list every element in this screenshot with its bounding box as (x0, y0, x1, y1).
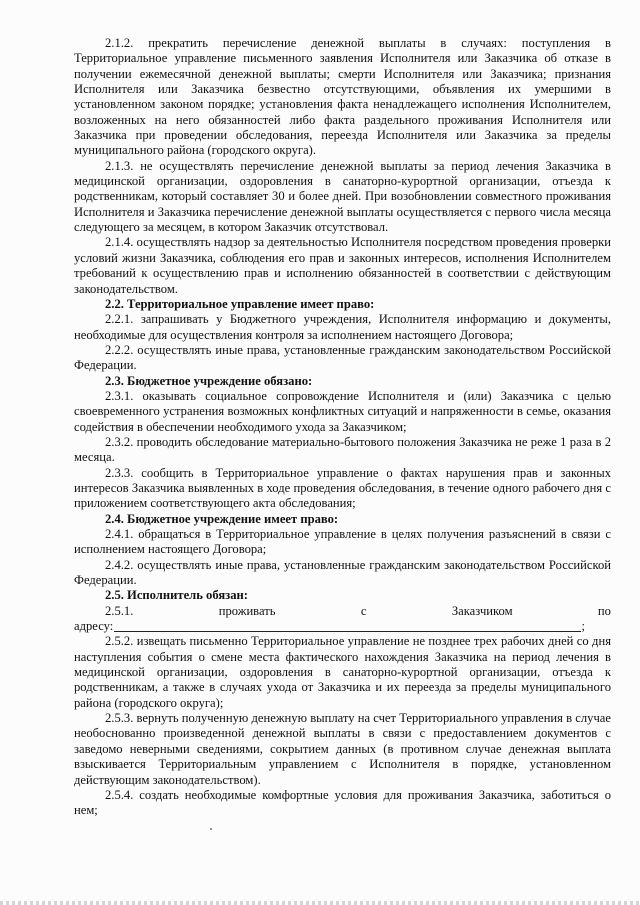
clause-2-5-1-number: 2.5.1. (105, 603, 134, 618)
clause-2-5-1-line1 (74, 604, 611, 619)
clause-2-5-2: 2.5.2. извещать письменно Территориальное управление не позднее трех рабочих дней со дня наступления события о смене места фактического нахождения Заказчика на период лечения в медицинской организации, оздоровления в санаторно-курортной организации, отъезда к родственникам, а также в случаях ухода от Заказчика и их переезда за пределы муниципального района (городского округа); (74, 634, 611, 710)
clause-2-1-3: 2.1.3. не осуществлять перечисление денежной выплаты за период лечения Заказчика в медицинской организации, оздоровления в санаторно-курортной организации, отъезда к родственникам, который составляет 30 и более дней. При возобновлении совместного проживания Исполнителя и Заказчика перечисление денежной выплаты осуществляется с первого числа месяца следующего за месяцем, в котором Заказчик отсутствовал. (74, 158, 611, 235)
clause-2-5-1-word-with: с (360, 603, 367, 618)
clause-2-5-1-word-live: проживать (218, 603, 276, 618)
heading-2-3: 2.3. Бюджетное учреждение обязано: (105, 373, 313, 388)
heading-2-5: 2.5. Исполнитель обязан: (105, 588, 248, 603)
clause-2-3-1: 2.3.1. оказывать социальное сопровождение Исполнителя и (или) Заказчика с целью своевременного устранения возможных конфликтных ситуаций и напряженности в семье, оказания содействия в обеспечении необходимого ухода за Заказчиком; (74, 388, 611, 434)
address-label: адресу: (74, 619, 114, 634)
clause-2-4-2: 2.4.2. осуществлять иные права, установленные гражданским законодательством Российской Федерации. (74, 557, 611, 588)
clause-2-3-2: 2.3.2. проводить обследование материально-бытового положения Заказчика не реже 1 раза в 2 месяца. (74, 434, 611, 465)
clause-2-3-3: 2.3.3. сообщить в Территориальное управление о фактах нарушения прав и законных интересов Заказчика выявленных в ходе проведения обследования, в течение одного рабочего дня с приложением соответствующего акта обследования; (74, 465, 611, 511)
clause-2-5-1-word-customer: Заказчиком (451, 603, 513, 618)
clause-2-5-3: 2.5.3. вернуть полученную денежную выплату на счет Территориального управления в случае необоснованно произведенной денежной выплаты в связи с предоставлением документов с заведомо неверными сведениями, сокрытием данных (в противном случае денежная выплата взыскивается Территориальным управлением с Исполнителя в порядке, установленном действующим законодательством). (74, 711, 611, 787)
heading-2-4: 2.4. Бюджетное учреждение имеет право: (105, 511, 339, 526)
clause-2-1-4: 2.1.4. осуществлять надзор за деятельностью Исполнителя посредством проведения проверки условий жизни Заказчика, соблюдения его прав и законных интересов, исполнения Исполнителем требований к осуществлению прав и исполнению обязанностей в соответствии с действующим законодательством. (74, 235, 611, 296)
address-end-mark: ; (581, 619, 585, 634)
clause-2-2-1: 2.2.1. запрашивать у Бюджетного учреждения, Исполнителя информацию и документы, необходимые для осуществления контроля за исполнением настоящего Договора; (74, 312, 611, 342)
scan-bottom-edge (0, 901, 640, 905)
scan-speck (210, 828, 212, 830)
clause-2-4-1: 2.4.1. обращаться в Территориальное управление в целях получения разъяснений в связи с исполнением настоящего Договора; (74, 527, 611, 557)
address-blank-field[interactable] (114, 620, 580, 632)
clause-2-5-1-word-at: по (597, 603, 611, 618)
heading-2-2: 2.2. Территориальное управление имеет право: (105, 296, 375, 311)
document-body (74, 36, 611, 819)
clause-2-1-2: 2.1.2. прекратить перечисление денежной выплаты в случаях: поступления в Территориальное управление письменного заявления Исполнителя или Заказчика об отказе в получении ежемесячной денежной выплаты; смерти Исполнителя или Заказчика; признания Исполнителя или Заказчика безвестно отсутствующими, объявления их умершими в установленном законом порядке; установления факта ненадлежащего исполнения Исполнителем, возложенных на него обязанностей либо факта раздельного проживания Исполнителя или Заказчика при проведении обследования, переезда Исполнителя или Заказчика за пределы муниципального района (городского округа). (74, 36, 611, 158)
clause-2-2-2: 2.2.2. осуществлять иные права, установленные гражданским законодательством Российской Федерации. (74, 342, 611, 373)
clause-2-5-4: 2.5.4. создать необходимые комфортные условия для проживания Заказчика, заботиться о нем; (74, 787, 611, 818)
clause-2-5-1-line2 (74, 619, 611, 634)
